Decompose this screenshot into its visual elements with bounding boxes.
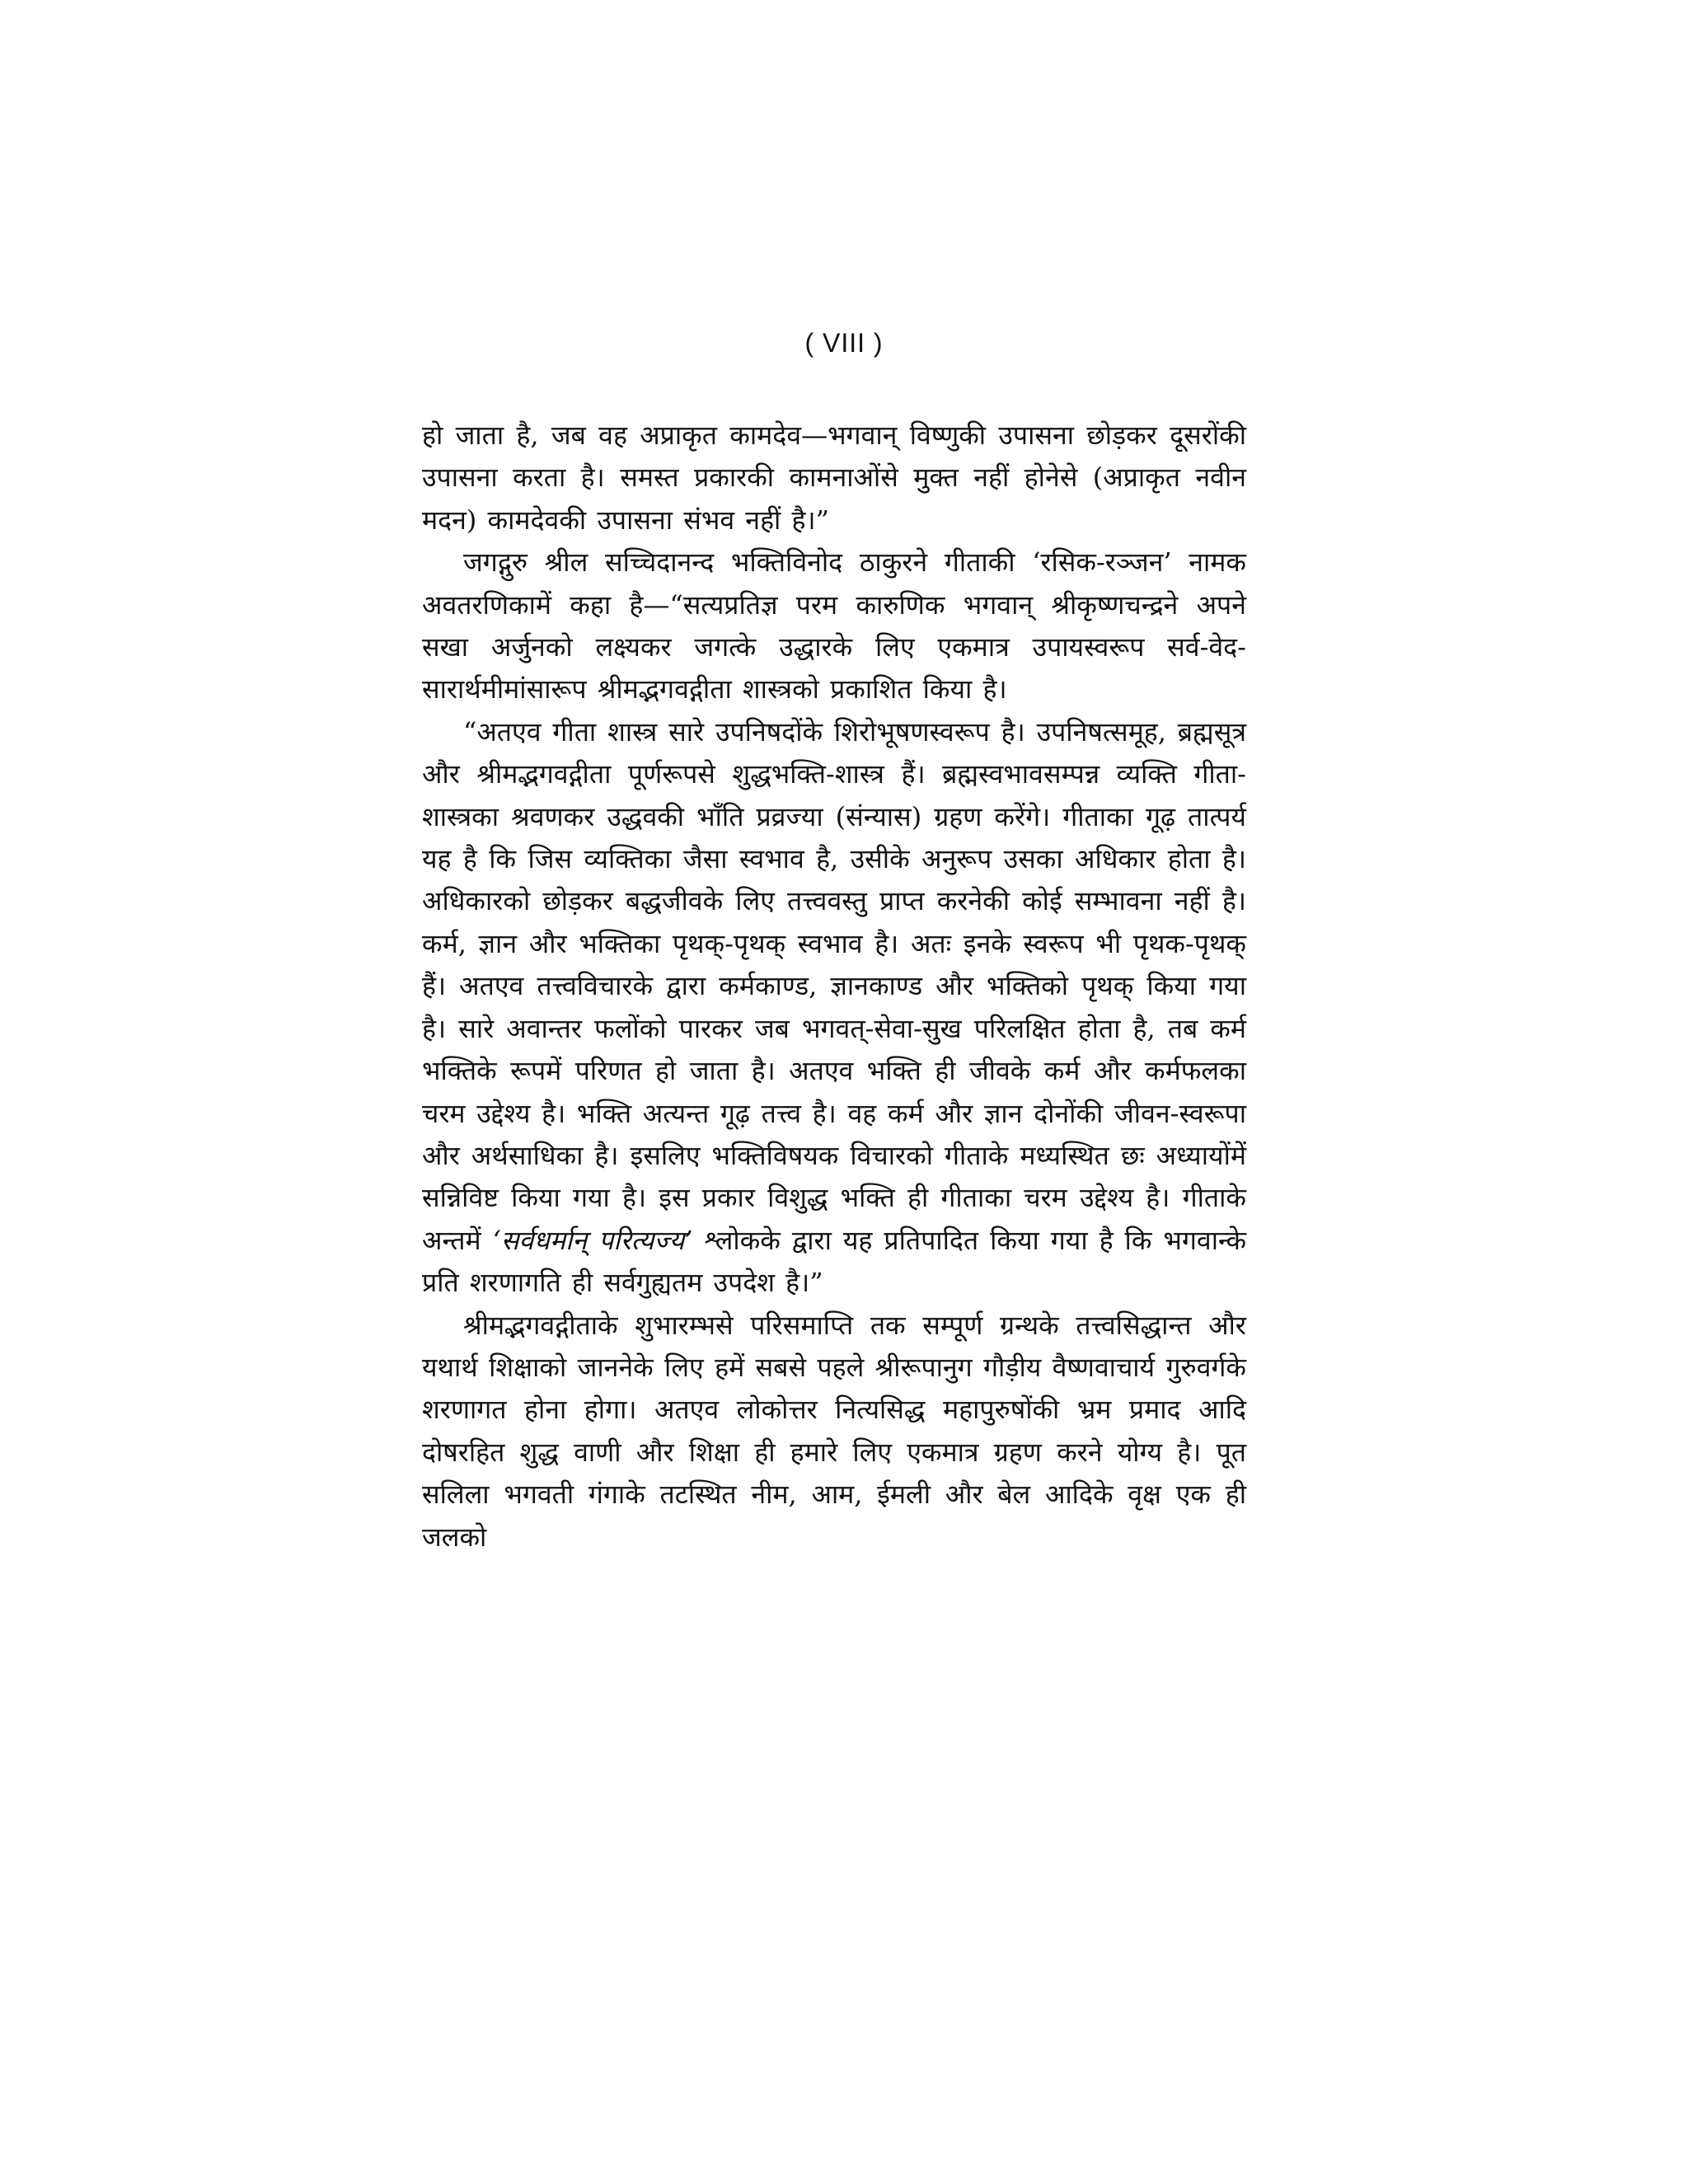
page-number: ( VIII ) xyxy=(804,328,884,358)
paragraph-1: हो जाता है, जब वह अप्राकृत कामदेव—भगवान् विष्णुकी उपासना छोड़कर दूसरोंकी उपासना करता है। समस्त प्रकारकी कामनाओंसे मुक्त नहीं होनेसे (अप्राकृत नवीन मदन) कामदेवकी उपासना संभव नहीं है।” xyxy=(422,419,1246,536)
sloka-quote: ‘सर्वधर्मान् परित्यज्य’ xyxy=(492,1224,693,1256)
paragraph-3 xyxy=(422,711,1246,1305)
paragraph-3-text-before: “अतएव गीता शास्त्र सारे उपनिषदोंके शिरोभूषणस्वरूप है। उपनिषत्समूह, ब्रह्मसूत्र और श्रीमद्भगवद्गीता पूर्णरूपसे शुद्धभक्ति-शास्त्र हैं। ब्रह्मस्वभावसम्पन्न व्यक्ति गीता-शास्त्रका श्रवणकर उद्धवकी भाँति प्रव्रज्या (संन्यास) ग्रहण करेंगे। गीताका गूढ़ तात्पर्य यह है कि जिस व्यक्तिका जैसा स्वभाव है, उसीके अनुरूप उसका अधिकार होता है। अधिकारको छोड़कर बद्धजीवके लिए तत्त्ववस्तु प्राप्त करनेकी कोई सम्भावना नहीं है। कर्म, ज्ञान और भक्तिका पृथक्-पृथक् स्वभाव है। अतः इनके स्वरूप भी पृथक-पृथक् हैं। अतएव तत्त्वविचारके द्वारा कर्मकाण्ड, ज्ञानकाण्ड और भक्तिको पृथक् किया गया है। सारे अवान्तर फलोंको पारकर जब भगवत्-सेवा-सुख परिलक्षित होता है, तब कर्म भक्तिके रूपमें परिणत हो जाता है। अतएव भक्ति ही जीवके कर्म और कर्मफलका चरम उद्देश्य है। भक्ति अत्यन्त गूढ़ तत्त्व है। वह कर्म और ज्ञान दोनोंकी जीवन-स्वरूपा और अर्थसाधिका है। इसलिए भक्तिविषयक विचारको गीताके मध्यस्थित छः अध्यायोंमें सन्निविष्ट किया गया है। इस प्रकार विशुद्ध भक्ति ही गीताका चरम उद्देश्य है। गीताके अन्तमें xyxy=(422,715,1246,1256)
body-text xyxy=(422,415,1246,1558)
paragraph-4: श्रीमद्भगवद्गीताके शुभारम्भसे परिसमाप्ति तक सम्पूर्ण ग्रन्थके तत्त्वसिद्धान्त और यथार्थ शिक्षाको जाननेके लिए हमें सबसे पहले श्रीरूपानुग गौड़ीय वैष्णवाचार्य गुरुवर्गके शरणागत होना होगा। अतएव लोकोत्तर नित्यसिद्ध महापुरुषोंकी भ्रम प्रमाद आदि दोषरहित शुद्ध वाणी और शिक्षा ही हमारे लिए एकमात्र ग्रहण करने योग्य है। पूत सलिला भगवती गंगाके तटस्थित नीम, आम, ईमली और बेल आदिके वृक्ष एक ही जलको xyxy=(422,1309,1246,1553)
paragraph-3-text-after: श्लोकके द्वारा यह प्रतिपादित किया गया है कि भगवान्के प्रति शरणागति ही सर्वगुह्यतम उपदेश है।” xyxy=(422,1224,1247,1299)
paragraph-2: जगद्गुरु श्रील सच्चिदानन्द भक्तिविनोद ठाकुरने गीताकी ‘रसिक-रञ्जन’ नामक अवतरणिकामें कहा है—“सत्यप्रतिज्ञ परम कारुणिक भगवान् श्रीकृष्णचन्द्रने अपने सखा अर्जुनको लक्ष्यकर जगत्के उद्धारके लिए एकमात्र उपायस्वरूप सर्व-वेद-सारार्थमीमांसारूप श्रीमद्भगवद्गीता शास्त्रको प्रकाशित किया है। xyxy=(422,546,1246,705)
